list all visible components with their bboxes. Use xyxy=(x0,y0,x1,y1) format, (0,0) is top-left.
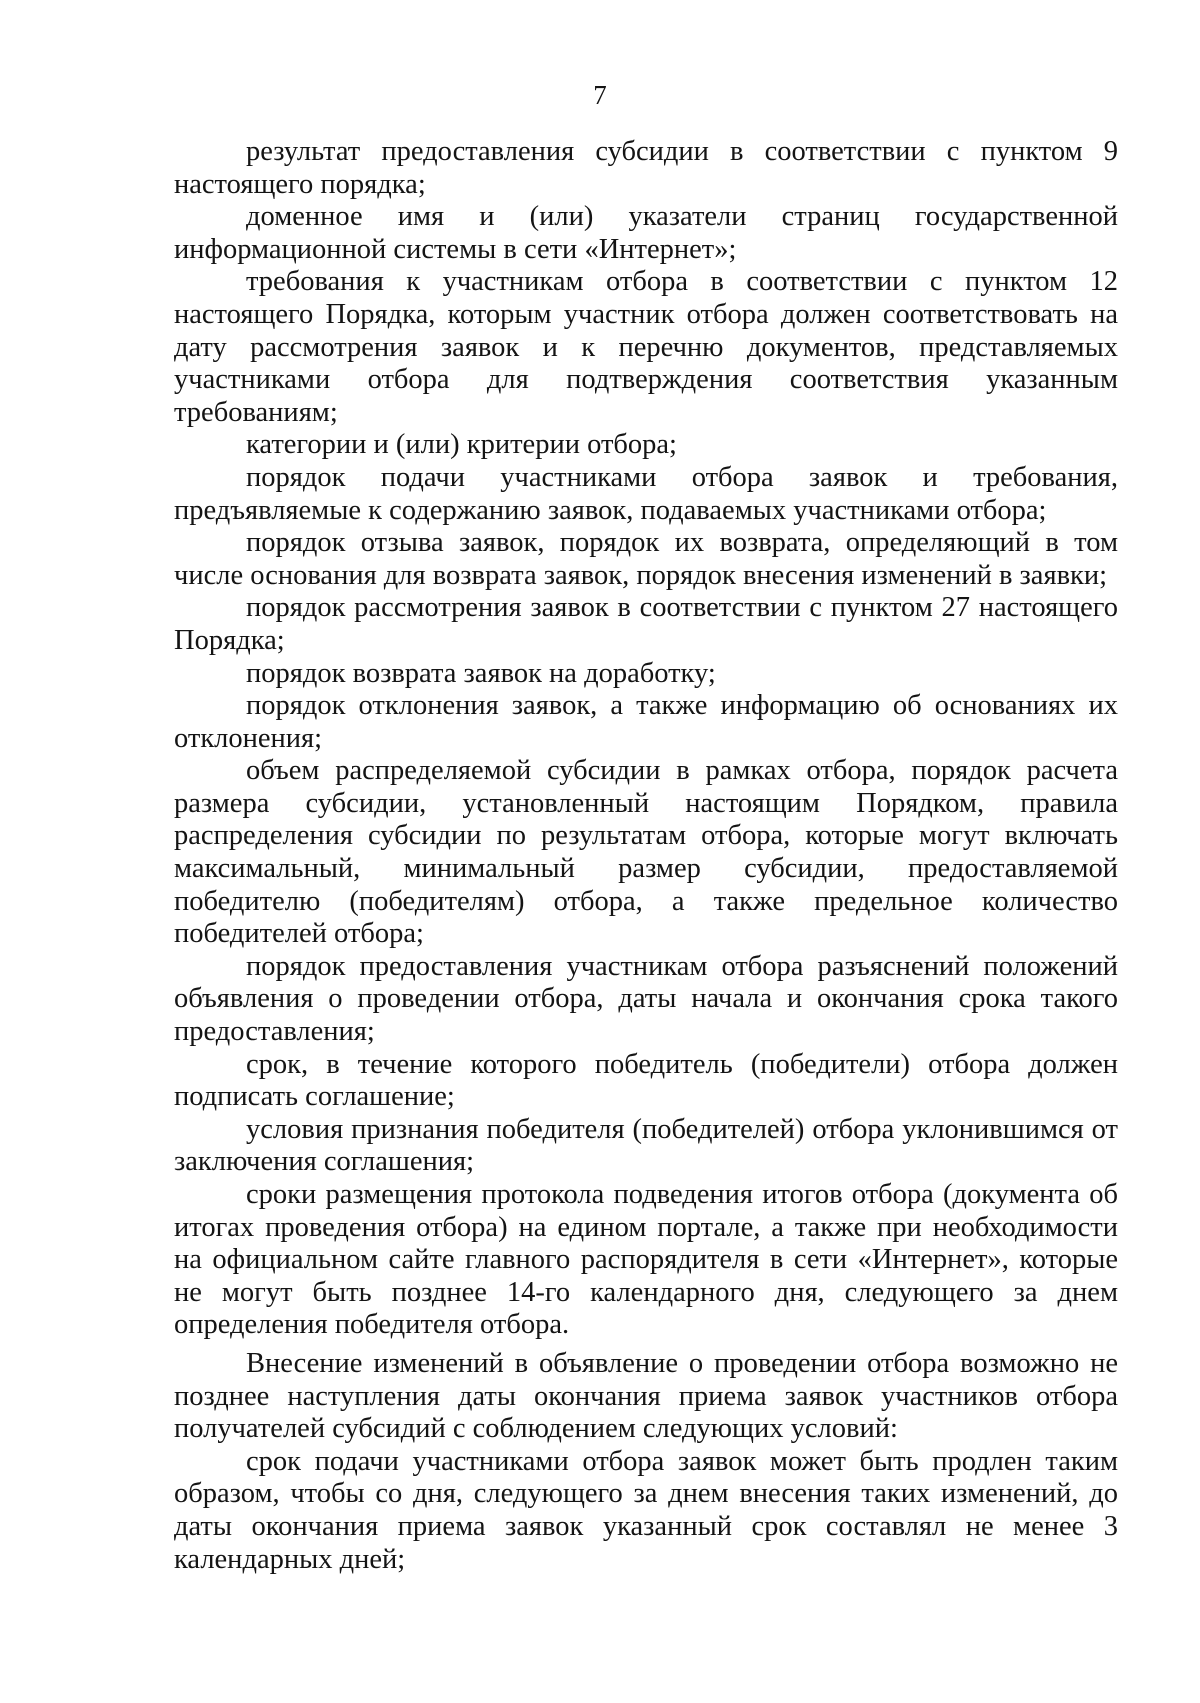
paragraph-submission-extension: срок подачи участниками отбора заявок может быть продлен таким образом, чтобы со дня, следующего за днем внесения таких изменений, до даты окончания приема заявок указанный срок составлял не менее 3 календарных дней; xyxy=(174,1445,1118,1575)
paragraph-selection-criteria: категории и (или) критерии отбора; xyxy=(246,429,677,461)
paragraph-application-submission: порядок подачи участниками отбора заявок и требования, предъявляемые к содержанию заявок, подаваемых участниками отбора; xyxy=(174,461,1118,526)
paragraph-agreement-deadline: срок, в течение которого победитель (победители) отбора должен подписать соглашение; xyxy=(174,1048,1118,1113)
paragraph-application-return: порядок возврата заявок на доработку; xyxy=(246,657,716,689)
paragraph-application-review: порядок рассмотрения заявок в соответствии с пунктом 27 настоящего Порядка; xyxy=(174,592,1118,656)
paragraph-evasion-conditions: условия признания победителя (победителей) отбора уклонившимся от заключения соглашения; xyxy=(174,1113,1118,1178)
paragraph-protocol-placement: сроки размещения протокола подведения итогов отбора (документа об итогах проведения отбора) на едином портале, а также при необходимости на официальном сайте главного распорядителя в сети «Интернет», которые не могут быть позднее 14-го календарного дня, следующего за днем определения победителя отбора. xyxy=(174,1179,1118,1341)
paragraph-subsidy-volume: объем распределяемой субсидии в рамках отбора, порядок расчета размера субсидии, установленный настоящим Порядком, правила распределения субсидии по результатам отбора, которые могут включать максимальный, минимальный размер субсидии, предоставляемой победителю (победителям) отбора, а также предельное количество победителей отбора; xyxy=(174,755,1118,950)
paragraph-subsidy-result: результат предоставления субсидии в соответствии с пунктом 9 настоящего порядка; xyxy=(174,136,1118,200)
paragraph-domain-name: доменное имя и (или) указатели страниц государственной информационной системы в сети «Интернет»; xyxy=(174,201,1118,265)
paragraph-announcement-changes: Внесение изменений в объявление о проведении отбора возможно не позднее наступления даты окончания приема заявок участников отбора получателей субсидий с соблюдением следующих условий: xyxy=(174,1347,1118,1445)
paragraph-application-withdrawal: порядок отзыва заявок, порядок их возврата, определяющий в том числе основания для возврата заявок, порядок внесения изменений в заявки; xyxy=(174,527,1118,591)
document-body xyxy=(174,136,1118,1576)
paragraph-participant-requirements: требования к участникам отбора в соответствии с пунктом 12 настоящего Порядка, которым участник отбора должен соответствовать на дату рассмотрения заявок и к перечню документов, представляемых участниками отбора для подтверждения соответствия указанным требованиям; xyxy=(174,266,1118,428)
page-number: 7 xyxy=(593,80,607,110)
paragraph-clarifications: порядок предоставления участникам отбора разъяснений положений объявления о проведении отбора, даты начала и окончания срока такого предоставления; xyxy=(174,950,1118,1048)
paragraph-application-rejection: порядок отклонения заявок, а также информацию об основаниях их отклонения; xyxy=(174,690,1118,754)
